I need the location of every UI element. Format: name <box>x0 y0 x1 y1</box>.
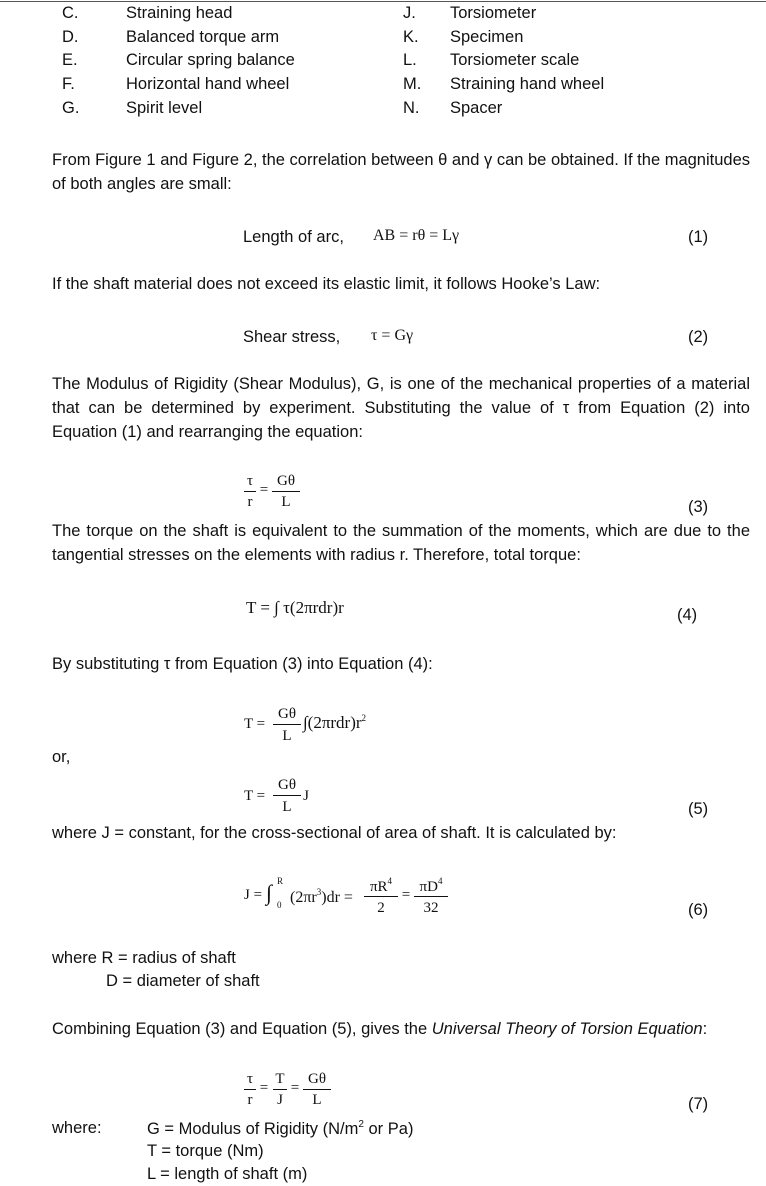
paragraph-hooke: If the shaft material does not exceed its elastic limit, it follows Hooke’s Law: <box>52 275 601 293</box>
eq6-num2-exponent: 4 <box>437 876 443 886</box>
eq7-den-r: r <box>247 1092 253 1108</box>
list-letter: F. <box>62 75 75 93</box>
list-item: Spirit level <box>126 99 203 117</box>
definition-g-text: G = Modulus of Rigidity (N/m <box>147 1120 359 1138</box>
fraction-bar <box>244 491 256 492</box>
paragraph-intro: From Figure 1 and Figure 2, the correlation between θ and γ can be obtained. If the magnitudes of both angles are small: <box>52 151 751 193</box>
or-text: or, <box>52 748 71 766</box>
eq5a-num-gtheta: Gθ <box>277 706 297 722</box>
eq7-num-gtheta: Gθ <box>307 1071 327 1087</box>
list-item: Specimen <box>450 28 524 46</box>
fraction-bar <box>272 491 300 492</box>
list-item: Balanced torque arm <box>126 28 280 46</box>
eq6-num1-body: πR <box>369 879 388 895</box>
list-letter: G. <box>62 99 80 117</box>
eq3-num-gtheta: Gθ <box>276 473 296 489</box>
eq1-formula: AB = rθ = Lγ <box>373 227 460 244</box>
list-letter: L. <box>403 51 417 69</box>
fraction-bar <box>273 795 301 796</box>
list-letter: J. <box>403 4 416 22</box>
list-letter: C. <box>62 4 79 22</box>
eq5a-exponent: 2 <box>361 713 367 723</box>
definition-g-tail: or Pa) <box>363 1120 414 1138</box>
list-letter: E. <box>62 51 78 69</box>
list-letter: D. <box>62 28 79 46</box>
eq5a-integral <box>303 713 366 733</box>
eq7-num-T: T <box>275 1071 285 1087</box>
integral-lower-limit: 0 <box>277 900 282 910</box>
eq5a-T: T = <box>244 716 266 732</box>
eq6-J: J = <box>244 887 263 903</box>
equals: = <box>290 1080 300 1096</box>
list-item: Horizontal hand wheel <box>126 75 290 93</box>
p7-tail: : <box>702 1020 708 1038</box>
definition-l: L = length of shaft (m) <box>147 1165 308 1183</box>
fraction-bar <box>273 1089 287 1090</box>
p7-lead: Combining Equation (3) and Equation (5), gives the <box>52 1020 432 1038</box>
top-rule <box>0 1 766 2</box>
list-item: Straining hand wheel <box>450 75 605 93</box>
eq1-label: Length of arc, <box>243 228 344 246</box>
eq7-num-tau: τ <box>246 1071 254 1087</box>
eq2-number: (2) <box>688 328 709 346</box>
eq5b-J: J <box>303 788 309 804</box>
eq6-num1-exponent: 4 <box>387 876 393 886</box>
fraction-bar <box>303 1089 331 1090</box>
eq6-den2: 32 <box>423 900 439 916</box>
definition-t: T = torque (Nm) <box>147 1142 264 1160</box>
eq6-num2 <box>414 876 448 896</box>
eq3-den-l: L <box>281 494 291 510</box>
eq6-integrand <box>290 887 353 907</box>
eq6-integrand-body: (2πr <box>290 889 317 906</box>
paragraph-modulus: The Modulus of Rigidity (Shear Modulus), G, is one of the mechanical properties of a material that can be determined by experiment. Substituting the value of τ from Equation (2) into Equation (1) and rearranging the equation: <box>52 375 750 441</box>
eq6-integrand-tail: )dr = <box>321 889 353 906</box>
paragraph-universal <box>52 1017 750 1041</box>
eq5b-T: T = <box>244 788 266 804</box>
list-item: Torsiometer scale <box>450 51 580 69</box>
eq6-den1: 2 <box>377 900 385 916</box>
eq5a-den-l: L <box>282 728 292 744</box>
fraction-bar <box>244 1089 256 1090</box>
fraction-bar <box>364 896 398 897</box>
paragraph-torque: The torque on the shaft is equivalent to the summation of the moments, which are due to the tangential stresses on the elements with radius r. Therefore, total torque: <box>52 522 750 564</box>
eq6-num1 <box>364 876 398 896</box>
fraction-bar <box>273 724 301 725</box>
list-item: Torsiometer <box>450 4 537 22</box>
eq5-number: (5) <box>688 800 709 818</box>
equals: = <box>259 1080 269 1096</box>
eq2-label: Shear stress, <box>243 328 341 346</box>
fraction-bar <box>414 896 448 897</box>
where-label: where: <box>52 1119 102 1137</box>
paragraph-polar-moment: where J = constant, for the cross-sectional of area of shaft. It is calculated by: <box>52 824 617 842</box>
integral-upper-limit: R <box>277 876 284 886</box>
eq7-den-J: J <box>277 1092 283 1108</box>
eq7-number: (7) <box>688 1095 709 1113</box>
eq6-num2-body: πD <box>419 879 438 895</box>
eq3-den-r: r <box>247 494 253 510</box>
where-diameter: D = diameter of shaft <box>106 972 260 990</box>
definition-g <box>147 1119 413 1139</box>
eq7-den-l: L <box>312 1092 322 1108</box>
eq5a-integral-body: ∫(2πrdr)r <box>303 713 362 732</box>
list-item: Circular spring balance <box>126 51 295 69</box>
where-radius: where R = radius of shaft <box>52 949 236 967</box>
eq3-number: (3) <box>688 498 709 516</box>
list-letter: K. <box>403 28 419 46</box>
equals: = <box>259 482 269 498</box>
integral-sign: ∫ <box>266 880 273 905</box>
list-item: Straining head <box>126 4 233 22</box>
equals: = <box>401 887 411 903</box>
definition-g-sup: 2 <box>358 1119 364 1130</box>
list-letter: N. <box>403 99 420 117</box>
list-letter: M. <box>403 75 422 93</box>
paragraph-substitute: By substituting τ from Equation (3) into Equation (4): <box>52 655 433 673</box>
eq5b-num-gtheta: Gθ <box>277 777 297 793</box>
p7-italic: Universal Theory of Torsion Equation <box>431 1020 703 1038</box>
eq1-number: (1) <box>688 228 709 246</box>
eq4-formula: T = ∫ τ(2πrdr)r <box>246 598 344 617</box>
list-item: Spacer <box>450 99 503 117</box>
eq2-formula: τ = Gγ <box>371 327 414 344</box>
eq6-number: (6) <box>688 901 709 919</box>
eq6-integrand-exponent: 3 <box>316 887 322 897</box>
eq3-num-tau: τ <box>246 473 254 489</box>
eq5b-den-l: L <box>282 799 292 815</box>
eq4-number: (4) <box>677 606 698 624</box>
